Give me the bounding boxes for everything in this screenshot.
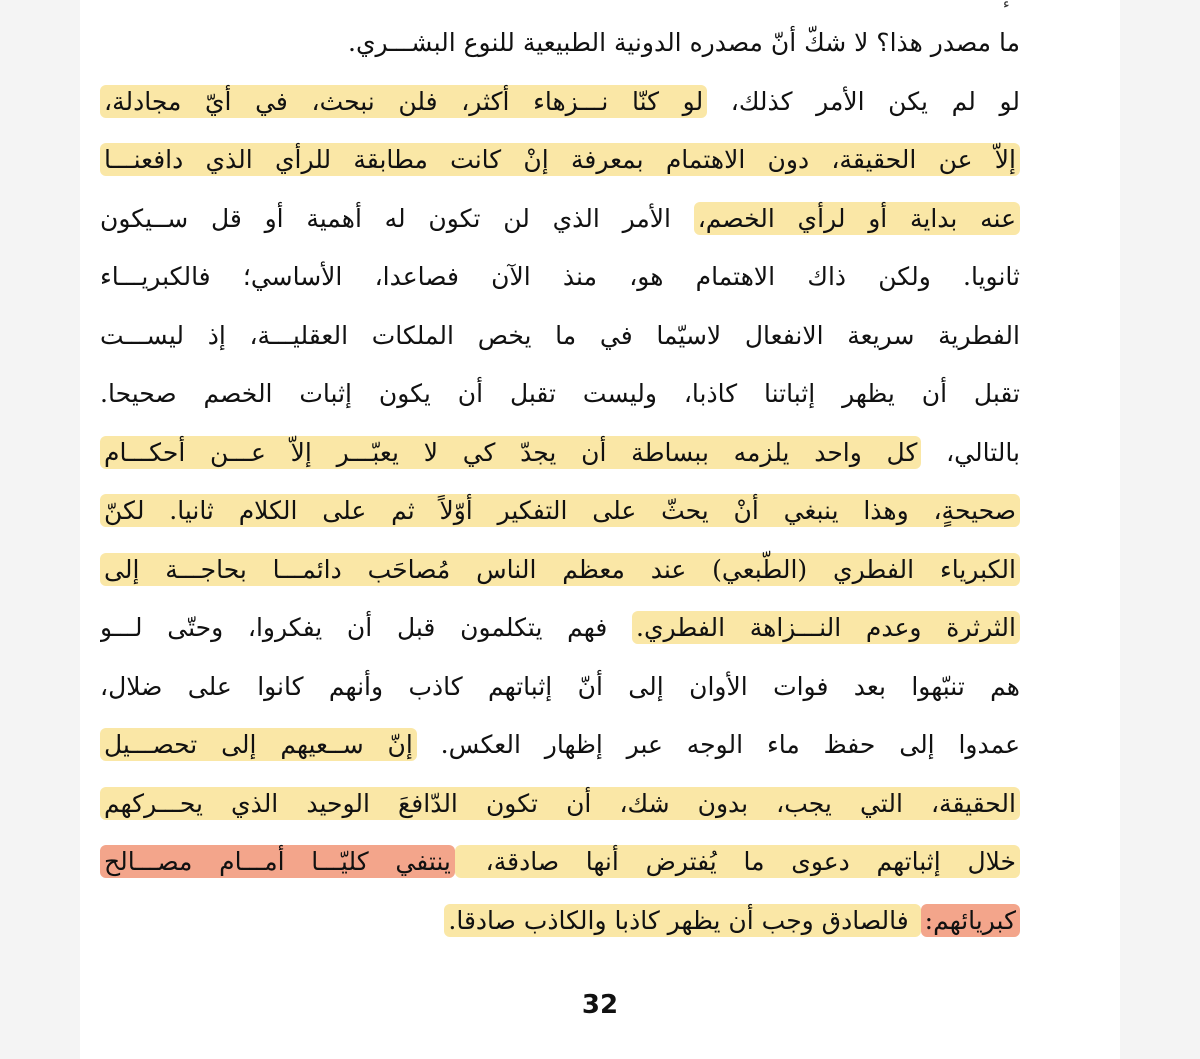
text-line	[100, 73, 1020, 131]
text-line	[100, 424, 1020, 482]
text-segment: الفطرية سريعة الانفعال لاسيّما في ما يخص الملكات العقليـــة، إذ ليســـت	[100, 320, 1020, 350]
text-segment: لو لم يكن الأمر كذلك،	[707, 86, 1020, 116]
highlighted-text: إلاّ عن الحقيقة، دون الاهتمام بمعرفة إنْ كانت مطابقة للرأي الذي دافعنـــا	[100, 143, 1020, 176]
highlighted-text: الكبرياء الفطري (الطّبعي) عند معظم الناس مُصاحَب دائمـــا بحاجـــة إلى	[100, 553, 1020, 586]
text-line	[100, 307, 1020, 365]
text-line	[100, 833, 1020, 891]
text-line	[100, 716, 1020, 774]
text-line	[100, 131, 1020, 189]
text-segment: ما مصدر هذا؟ لا شكّ أنّ مصدره الدونية الطبيعية للنوع البشـــري.	[348, 28, 1020, 57]
text-line	[100, 892, 1020, 950]
text-line	[100, 775, 1020, 833]
highlighted-text: صحيحةٍ، وهذا ينبغي أنْ يحثّ على التفكير أوّلاً ثم على الكلام ثانيا. لكنّ	[100, 494, 1020, 527]
left-margin	[0, 0, 80, 1059]
text-line	[100, 599, 1020, 657]
page-number: 32	[581, 990, 619, 1020]
text-segment: الأمر الذي لن تكون له أهمية أو قل ســيكون	[100, 203, 694, 233]
highlighted-text: فالصادق وجب أن يظهر كاذبا والكاذب صادقا.	[444, 904, 920, 937]
highlighted-text: كبريائهم:	[921, 904, 1020, 937]
text-line	[100, 365, 1020, 423]
highlighted-text: خلال إثباتهم دعوى ما يُفترض أنها صادقة،	[455, 845, 1020, 878]
text-line	[100, 190, 1020, 248]
text-segment: تقبل أن يظهر إثباتنا كاذبا، وليست تقبل أن يكون إثبات الخصم صحيحا.	[100, 379, 1020, 408]
highlighted-text: لو كنّا نـــزهاء أكثر، فلن نبحث، في أيّ مجادلة،	[100, 85, 707, 118]
highlighted-text: إنّ ســعيهم إلى تحصـــيل	[100, 728, 417, 761]
highlighted-text: الثرثرة وعدم النـــزاهة الفطري.	[632, 611, 1020, 644]
highlighted-text: ينتفي كليّـــا أمـــام مصـــالح	[100, 845, 455, 878]
text-line	[100, 248, 1020, 306]
text-line	[100, 541, 1020, 599]
right-margin	[1120, 0, 1200, 1059]
text-segment: ثانويا. ولكن ذاك الاهتمام هو، منذ الآن فصاعدا، الأساسي؛ فالكبريـــاء	[100, 262, 1020, 291]
text-segment: بالتالي،	[921, 437, 1020, 467]
text-line	[100, 658, 1020, 716]
text-segment: عمدوا إلى حفظ ماء الوجه عبر إظهار العكس.	[416, 730, 1020, 759]
text-line	[100, 482, 1020, 540]
text-segment: فهم يتكلمون قبل أن يفكروا، وحتّى لـــو	[100, 613, 633, 642]
text-line	[100, 14, 1020, 72]
highlighted-text: عنه بداية أو لرأي الخصم،	[694, 202, 1020, 235]
previous-page-text-fragment: ء	[1003, 0, 1010, 12]
highlighted-text: الحقيقة، التي يجب، بدون شك، أن تكون الدّافعَ الوحيد الذي يحـــركهم	[100, 787, 1020, 820]
text-segment: هم تنبّهوا بعد فوات الأوان إلى أنّ إثباتهم كاذب وأنهم كانوا على ضلال،	[100, 671, 1020, 701]
highlighted-text: كل واحد يلزمه ببساطة أن يجدّ كي لا يعبّـــر إلاّ عـــن أحكـــام	[100, 436, 921, 469]
